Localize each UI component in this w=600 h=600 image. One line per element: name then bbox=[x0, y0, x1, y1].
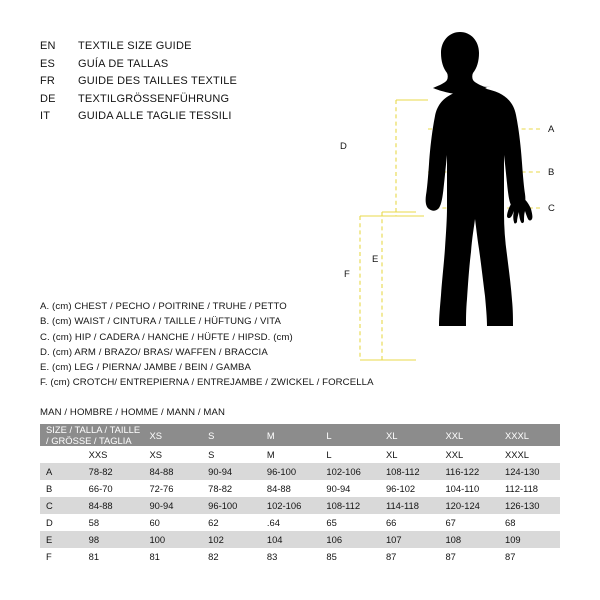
language-code: FR bbox=[40, 75, 56, 87]
language-row bbox=[40, 108, 237, 126]
man-silhouette-figure bbox=[320, 20, 585, 395]
column-header: M bbox=[261, 446, 321, 463]
language-title: TEXTILE SIZE GUIDE bbox=[78, 40, 192, 52]
marker-c: C bbox=[548, 203, 555, 214]
legend-footer: MAN / HOMBRE / HOMME / MANN / MAN bbox=[40, 406, 226, 418]
language-code: IT bbox=[40, 110, 51, 122]
language-title: GUÍA DE TALLAS bbox=[78, 57, 169, 70]
row-label: B bbox=[40, 480, 83, 497]
language-title: GUIDA ALLE TAGLIE TESSILI bbox=[78, 110, 232, 122]
table-header-row bbox=[40, 424, 560, 446]
table-cell: 60 bbox=[143, 514, 202, 531]
table-cell: 87 bbox=[439, 548, 499, 565]
table-cell: 109 bbox=[499, 531, 560, 548]
column-header: XS bbox=[143, 424, 202, 446]
column-header: XL bbox=[380, 446, 440, 463]
row-label: A bbox=[40, 463, 83, 480]
row-label bbox=[40, 446, 83, 463]
legend-line-d: D. (cm) ARM / BRAZO/ BRAS/ WAFFEN / BRACCIA bbox=[40, 346, 268, 358]
size-table bbox=[40, 424, 560, 565]
table-cell: 78-82 bbox=[202, 480, 261, 497]
table-cell: 102 bbox=[202, 531, 261, 548]
language-title: GUIDE DES TAILLES TEXTILE bbox=[78, 75, 238, 87]
table-row bbox=[40, 480, 560, 497]
table-cell: 83 bbox=[261, 548, 321, 565]
language-code: DE bbox=[40, 92, 56, 105]
legend-line-b: B. (cm) WAIST / CINTURA / TAILLE / HÜFTUNG / VITA bbox=[40, 316, 282, 328]
row-label: D bbox=[40, 514, 83, 531]
language-row bbox=[40, 91, 237, 109]
column-header: M bbox=[261, 424, 321, 446]
language-row bbox=[40, 73, 237, 91]
table-cell: 66 bbox=[380, 514, 440, 531]
table-cell: 108-112 bbox=[320, 497, 380, 514]
table-cell: 107 bbox=[380, 531, 440, 548]
column-header: XXXL bbox=[499, 424, 560, 446]
size-table-container bbox=[40, 424, 560, 565]
table-cell: 126-130 bbox=[499, 497, 560, 514]
table-cell: 100 bbox=[143, 531, 202, 548]
legend-line-c: C. (cm) HIP / CADERA / HANCHE / HÜFTE / HIPSD. (cm) bbox=[40, 331, 293, 343]
table-cell: 81 bbox=[143, 548, 202, 565]
language-code: EN bbox=[40, 40, 56, 52]
table-cell: 102-106 bbox=[320, 463, 380, 480]
table-cell: .64 bbox=[261, 514, 321, 531]
table-cell: 108-112 bbox=[380, 463, 440, 480]
table-cell: 96-100 bbox=[202, 497, 261, 514]
table-cell: 65 bbox=[320, 514, 380, 531]
table-cell: 90-94 bbox=[143, 497, 202, 514]
table-cell: 96-102 bbox=[380, 480, 440, 497]
column-header: XXL bbox=[439, 424, 499, 446]
table-row bbox=[40, 463, 560, 480]
table-cell: 112-118 bbox=[499, 480, 560, 497]
table-cell: 85 bbox=[320, 548, 380, 565]
table-cell: 87 bbox=[499, 548, 560, 565]
table-cell: 120-124 bbox=[439, 497, 499, 514]
column-header: XL bbox=[380, 424, 440, 446]
language-row bbox=[40, 56, 237, 74]
column-header: S bbox=[202, 446, 261, 463]
table-cell: 84-88 bbox=[83, 497, 144, 514]
table-subheader-row bbox=[40, 446, 560, 463]
table-cell: 106 bbox=[320, 531, 380, 548]
table-cell: 66-70 bbox=[83, 480, 144, 497]
legend-line-e: E. (cm) LEG / PIERNA/ JAMBE / BEIN / GAMBA bbox=[40, 362, 252, 374]
marker-f: F bbox=[344, 269, 350, 280]
table-cell: 116-122 bbox=[439, 463, 499, 480]
column-header: S bbox=[202, 424, 261, 446]
table-cell: 68 bbox=[499, 514, 560, 531]
table-cell: 90-94 bbox=[202, 463, 261, 480]
table-row bbox=[40, 497, 560, 514]
marker-d: D bbox=[340, 141, 347, 152]
column-header: XXXL bbox=[499, 446, 560, 463]
table-cell: 87 bbox=[380, 548, 440, 565]
table-row bbox=[40, 548, 560, 565]
table-cell: 102-106 bbox=[261, 497, 321, 514]
column-header: L bbox=[320, 446, 380, 463]
table-cell: 84-88 bbox=[143, 463, 202, 480]
table-cell: 98 bbox=[83, 531, 144, 548]
language-title-block bbox=[40, 38, 237, 126]
row-label: C bbox=[40, 497, 83, 514]
language-code: ES bbox=[40, 57, 56, 70]
table-cell: 67 bbox=[439, 514, 499, 531]
column-header: XXL bbox=[439, 446, 499, 463]
column-header: XXS bbox=[83, 446, 144, 463]
marker-b: B bbox=[548, 167, 555, 178]
table-cell: 90-94 bbox=[320, 480, 380, 497]
table-cell: 78-82 bbox=[83, 463, 144, 480]
table-cell: 108 bbox=[439, 531, 499, 548]
table-cell: 84-88 bbox=[261, 480, 321, 497]
table-row bbox=[40, 531, 560, 548]
table-cell: 104 bbox=[261, 531, 321, 548]
column-header: L bbox=[320, 424, 380, 446]
language-title: TEXTILGRÖSSENFÜHRUNG bbox=[78, 92, 230, 105]
table-cell: 81 bbox=[83, 548, 144, 565]
table-cell: 58 bbox=[83, 514, 144, 531]
table-cell: 104-110 bbox=[439, 480, 499, 497]
row-label: F bbox=[40, 548, 83, 565]
marker-e: E bbox=[372, 254, 379, 265]
column-header: XS bbox=[143, 446, 202, 463]
language-row bbox=[40, 38, 237, 56]
table-cell: 124-130 bbox=[499, 463, 560, 480]
table-cell: 72-76 bbox=[143, 480, 202, 497]
marker-a: A bbox=[548, 124, 555, 135]
table-cell: 82 bbox=[202, 548, 261, 565]
table-cell: 62 bbox=[202, 514, 261, 531]
row-label: E bbox=[40, 531, 83, 548]
table-corner-label: SIZE / TALLA / TAILLE / GRÖSSE / TAGLIA bbox=[40, 424, 143, 446]
legend-line-f: F. (cm) CROTCH/ ENTREPIERNA / ENTREJAMBE / ZWICKEL / FORCELLA bbox=[40, 377, 374, 389]
legend-line-a: A. (cm) CHEST / PECHO / POITRINE / TRUHE / PETTO bbox=[40, 301, 287, 312]
table-cell: 96-100 bbox=[261, 463, 321, 480]
table-cell: 114-118 bbox=[380, 497, 440, 514]
table-row bbox=[40, 514, 560, 531]
